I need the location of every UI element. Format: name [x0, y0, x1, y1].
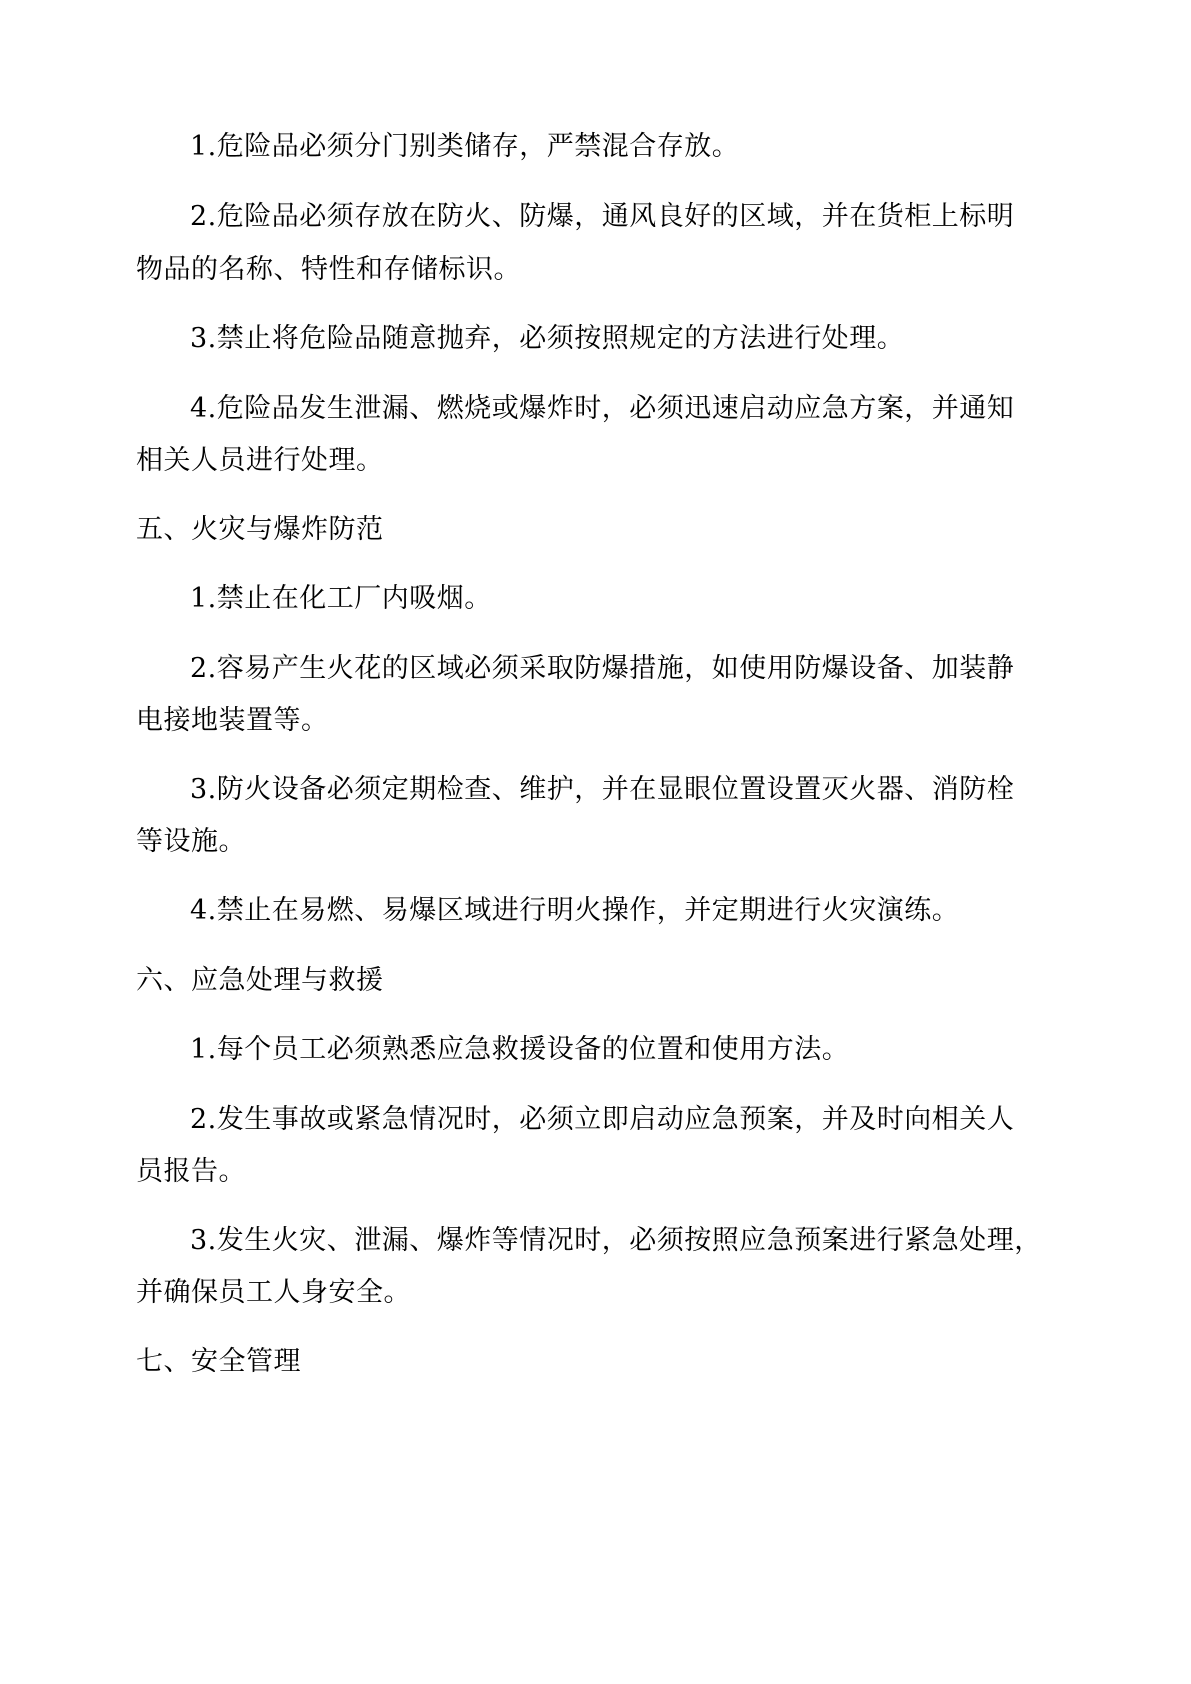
section-heading: 六、应急处理与救援: [136, 965, 384, 996]
paragraph-line: 电接地装置等。: [136, 705, 329, 736]
paragraph-line: 相关人员进行处理。: [136, 445, 384, 476]
paragraph-line: 4.禁止在易燃、易爆区域进行明火操作，并定期进行火灾演练。: [190, 895, 960, 926]
paragraph-line: 4.危险品发生泄漏、燃烧或爆炸时，必须迅速启动应急方案，并通知: [190, 393, 1015, 424]
paragraph-line: 2.发生事故或紧急情况时，必须立即启动应急预案，并及时向相关人: [190, 1104, 1015, 1135]
paragraph-line: 3.防火设备必须定期检查、维护，并在显眼位置设置灭火器、消防栓: [190, 774, 1015, 805]
paragraph-line: 1.每个员工必须熟悉应急救援设备的位置和使用方法。: [190, 1034, 850, 1065]
paragraph-line: 1.禁止在化工厂内吸烟。: [190, 583, 492, 614]
paragraph-line: 物品的名称、特性和存储标识。: [136, 254, 521, 285]
section-heading: 七、安全管理: [136, 1346, 301, 1377]
paragraph-line: 并确保员工人身安全。: [136, 1277, 411, 1308]
paragraph-line: 员报告。: [136, 1156, 246, 1187]
paragraph-line: 3.禁止将危险品随意抛弃，必须按照规定的方法进行处理。: [190, 323, 905, 354]
paragraph-line: 2.容易产生火花的区域必须采取防爆措施，如使用防爆设备、加装静: [190, 653, 1015, 684]
paragraph-line: 3.发生火灾、泄漏、爆炸等情况时，必须按照应急预案进行紧急处理，: [190, 1225, 1042, 1256]
paragraph-line: 等设施。: [136, 826, 246, 857]
paragraph-line: 2.危险品必须存放在防火、防爆，通风良好的区域，并在货柜上标明: [190, 201, 1015, 232]
section-heading: 五、火灾与爆炸防范: [136, 514, 384, 545]
paragraph-line: 1.危险品必须分门别类储存，严禁混合存放。: [190, 131, 740, 162]
